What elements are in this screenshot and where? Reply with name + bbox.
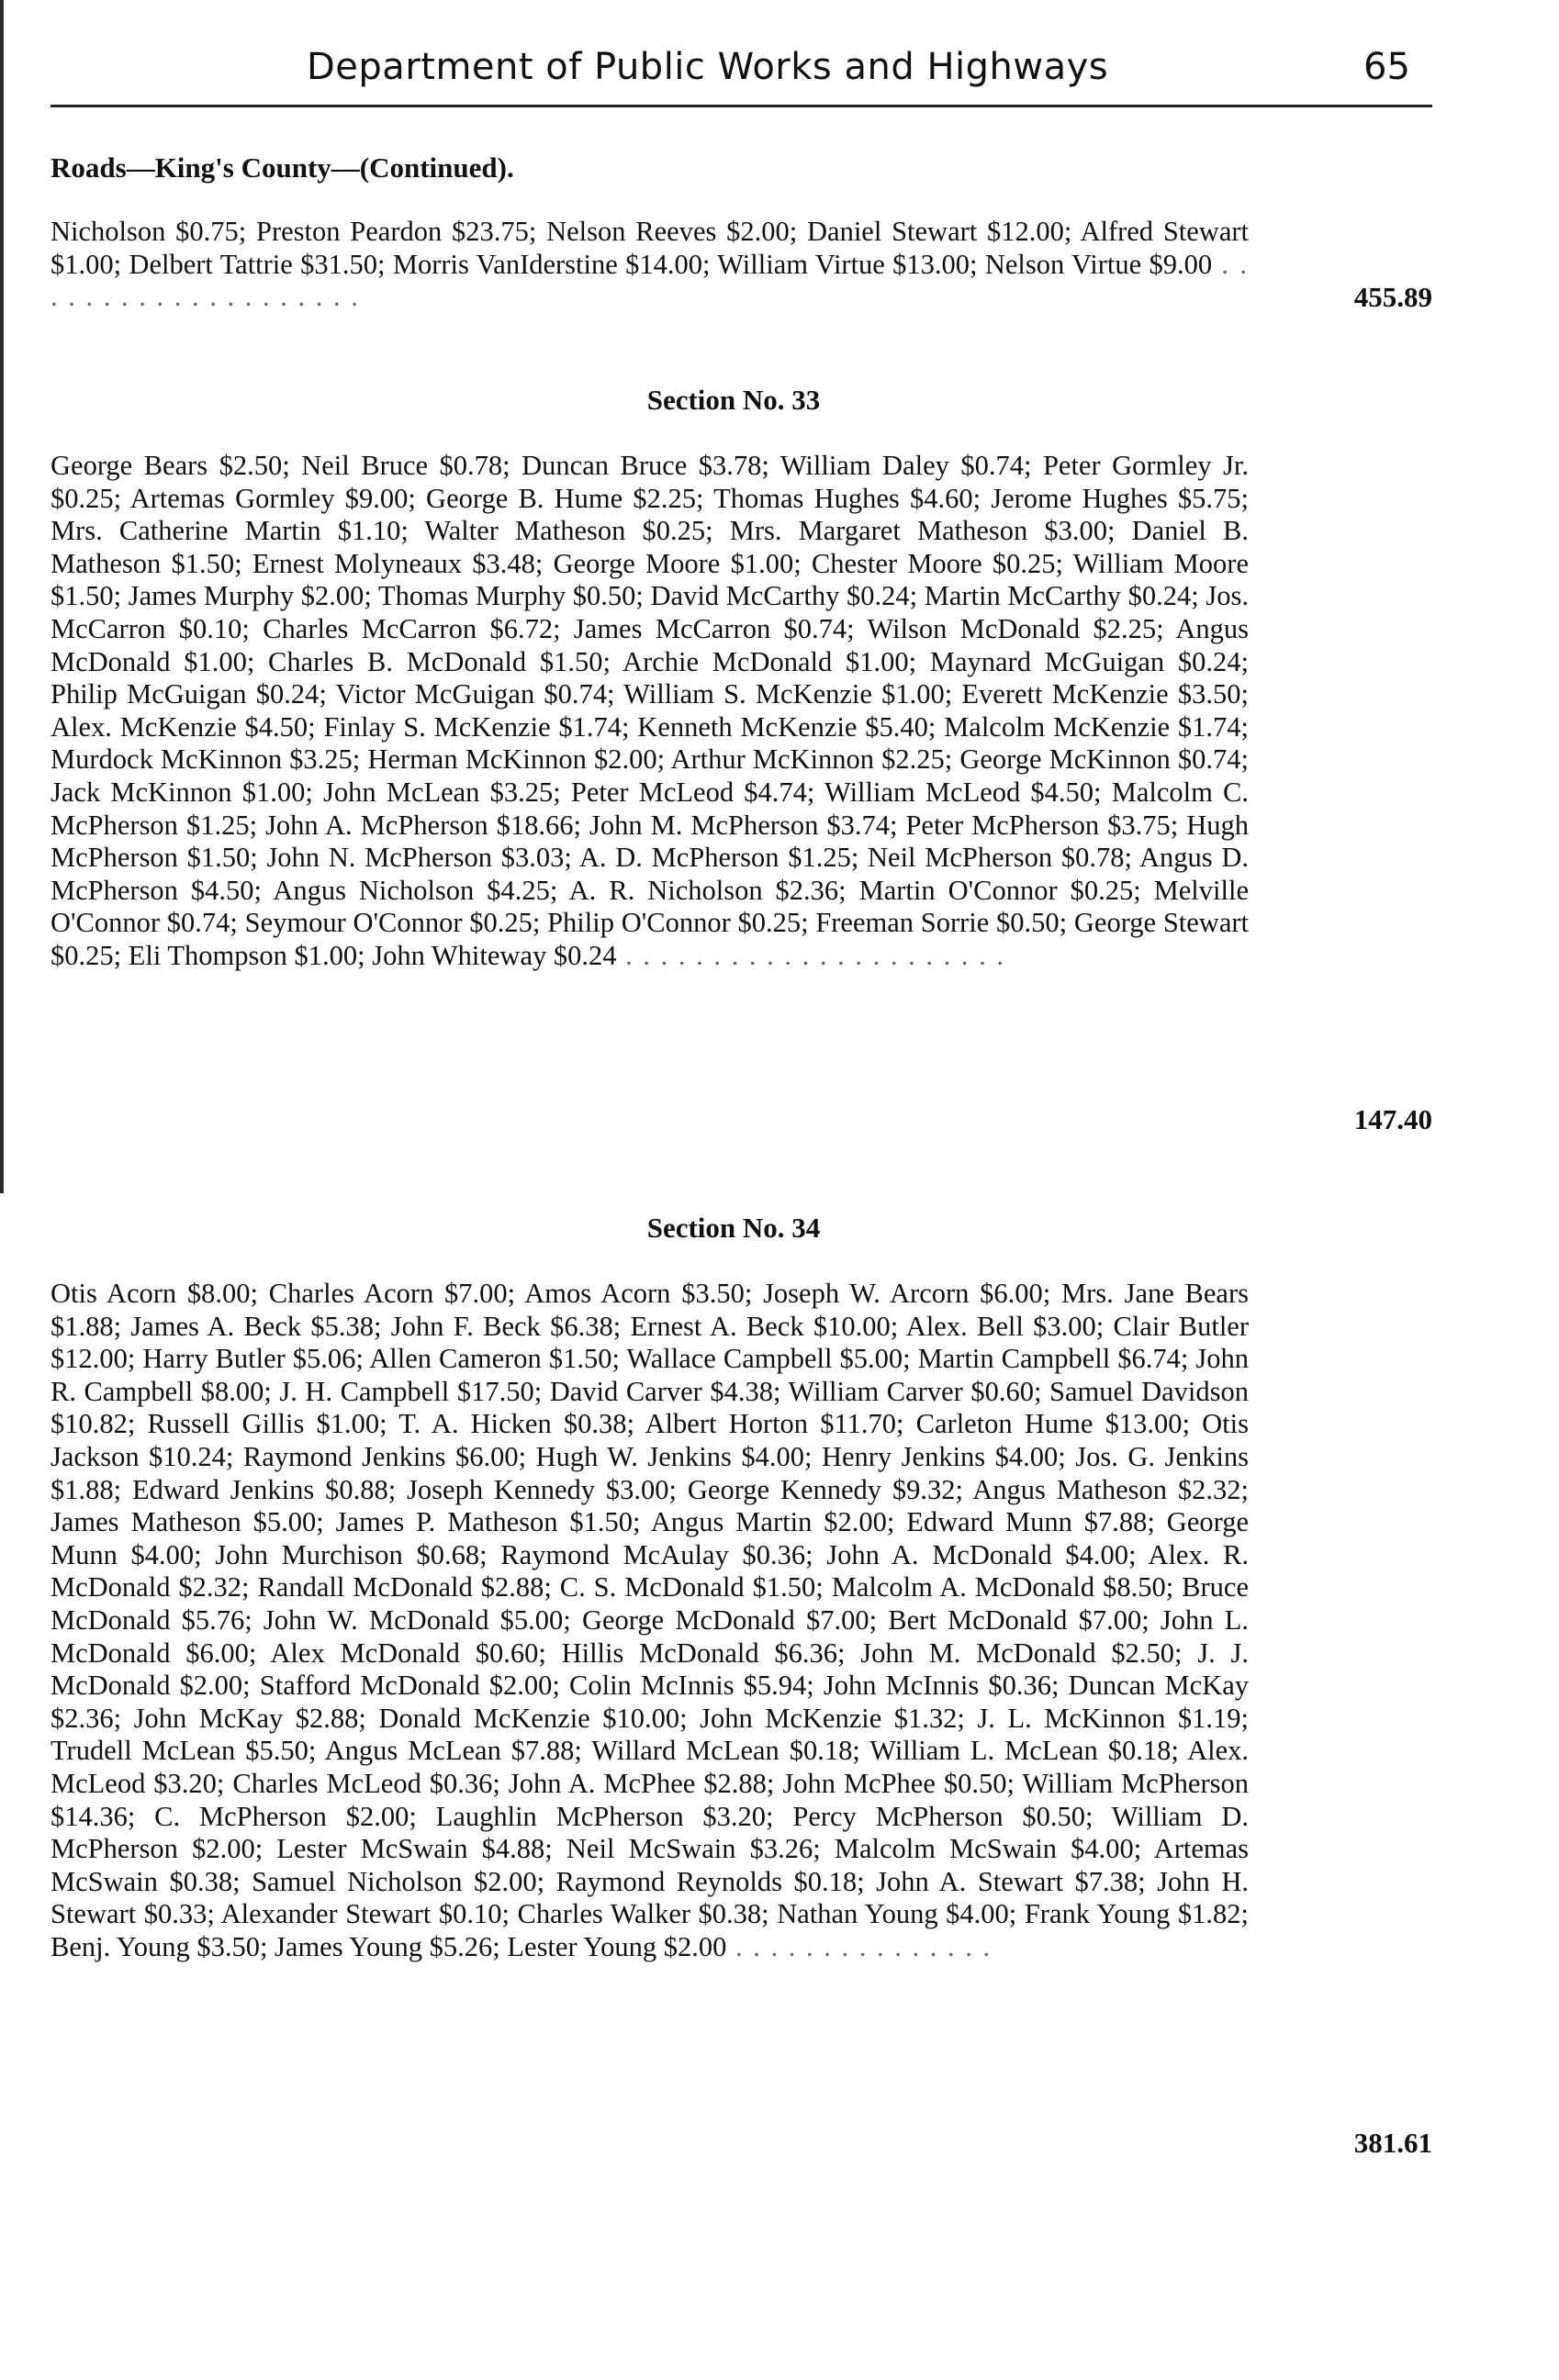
section-heading: Section No. 33 [646, 384, 821, 416]
entry-text: Nicholson $0.75; Preston Peardon $23.75; Nelson Reeves $2.00; Daniel Stewart $12.00; Alfred Stewart $1.00; Delbert Tattrie $31.50; Morris VanIderstine $14.00; William Virtue $13.00; Nelson Virtue $9.00 . . . . . . . . . . . . . . . . . . . . [50, 216, 1250, 313]
entry-text: George Bears $2.50; Neil Bruce $0.78; Duncan Bruce $3.78; William Daley $0.74; Peter Gormley Jr. $0.25; Artemas Gormley $9.00; George B. Hume $2.25; Thomas Hughes $4.60; Jerome Hughes $5.75; Mrs. Catherine Martin $1.10; Walter Matheson $0.25; Mrs. Margaret Matheson $3.00; Daniel B. Matheson $1.50; Ernest Molyneaux $3.48; George Moore $1.00; Chester Moore $0.25; William Moore $1.50; James Murphy $2.00; Thomas Murphy $0.50; David McCarthy $0.24; Martin McCarthy $0.24; Jos. McCarron $0.10; Charles McCarron $6.72; James McCarron $0.74; Wilson McDonald $2.25; Angus McDonald $1.00; Charles B. McDonald $1.50; Archie McDonald $1.00; Maynard McGuigan $0.24; Philip McGuigan $0.24; Victor McGuigan $0.74; William S. McKenzie $1.00; Everett McKenzie $3.50; Alex. McKenzie $4.50; Finlay S. McKenzie $1.74; Kenneth McKenzie $5.40; Malcolm McKenzie $1.74; Murdock McKinnon $3.25; Herman McKinnon $2.00; Arthur McKinnon $2.25; George McKinnon $0.74; Jack McKinnon $1.00; John McLean $3.25; Peter McLeod $4.74; William McLeod $4.50; Malcolm C. McPherson $1.25; John A. McPherson $18.66; John M. McPherson $3.74; Peter McPherson $3.75; Hugh McPherson $1.50; John N. McPherson $3.03; A. D. McPherson $1.25; Neil McPherson $0.78; Angus D. McPherson $4.50; Angus Nicholson $4.25; A. R. Nicholson $2.36; Martin O'Connor $0.25; Melville O'Connor $0.74; Seymour O'Connor $0.25; Philip O'Connor $0.25; Freeman Sorrie $0.50; George Stewart $0.25; Eli Thompson $1.00; John Whiteway $0.24 . . . . . . . . . . . . . . . . . . . . . . [50, 450, 1249, 971]
entry-total: 455.89 [1353, 281, 1432, 313]
entry-total: 381.61 [1353, 2127, 1432, 2159]
page-header [0, 46, 1559, 101]
continued-entry [50, 216, 1432, 314]
entry-total: 147.40 [1353, 1103, 1432, 1135]
section-34-entry [50, 1278, 1432, 2159]
header-rule [50, 105, 1432, 107]
section-heading: Section No. 34 [646, 1212, 821, 1244]
page-number: 65 [1363, 46, 1410, 88]
page-binding-edge [0, 0, 4, 1193]
page-title: Department of Public Works and Highways [307, 46, 1109, 88]
running-head: Roads—King's County—(Continued). [50, 151, 514, 184]
section-33-entry [50, 450, 1432, 1135]
entry-text: Otis Acorn $8.00; Charles Acorn $7.00; Amos Acorn $3.50; Joseph W. Arcorn $6.00; Mrs. Jane Bears $1.88; James A. Beck $5.38; John F. Beck $6.38; Ernest A. Beck $10.00; Alex. Bell $3.00; Clair Butler $12.00; Harry Butler $5.06; Allen Cameron $1.50; Wallace Campbell $5.00; Martin Campbell $6.74; John R. Campbell $8.00; J. H. Campbell $17.50; David Carver $4.38; William Carver $0.60; Samuel Davidson $10.82; Russell Gillis $1.00; T. A. Hicken $0.38; Albert Horton $11.70; Carleton Hume $13.00; Otis Jackson $10.24; Raymond Jenkins $6.00; Hugh W. Jenkins $4.00; Henry Jenkins $4.00; Jos. G. Jenkins $1.88; Edward Jenkins $0.88; Joseph Kennedy $3.00; George Kennedy $9.32; Angus Matheson $2.32; James Matheson $5.00; James P. Matheson $1.50; Angus Martin $2.00; Edward Munn $7.88; George Munn $4.00; John Murchison $0.68; Raymond McAulay $0.36; John A. McDonald $4.00; Alex. R. McDonald $2.32; Randall McDonald $2.88; C. S. McDonald $1.50; Malcolm A. McDonald $8.50; Bruce McDonald $5.76; John W. McDonald $5.00; George McDonald $7.00; Bert McDonald $7.00; John L. McDonald $6.00; Alex McDonald $0.60; Hillis McDonald $6.36; John M. McDonald $2.50; J. J. McDonald $2.00; Stafford McDonald $2.00; Colin McInnis $5.94; John McInnis $0.36; Duncan McKay $2.36; John McKay $2.88; Donald McKenzie $10.00; John McKenzie $1.32; J. L. McKinnon $1.19; Trudell McLean $5.50; Angus McLean $7.88; Willard McLean $0.18; William L. McLean $0.18; Alex. McLeod $3.20; Charles McLeod $0.36; John A. McPhee $2.88; John McPhee $0.50; William McPherson $14.36; C. McPherson $2.00; Laughlin McPherson $3.20; Percy McPherson $0.50; William D. McPherson $2.00; Lester McSwain $4.88; Neil McSwain $3.26; Malcolm McSwain $4.00; Artemas McSwain $0.38; Samuel Nicholson $2.00; Raymond Reynolds $0.18; John A. Stewart $7.38; John H. Stewart $0.33; Alexander Stewart $0.10; Charles Walker $0.38; Nathan Young $4.00; Frank Young $1.82; Benj. Young $3.50; James Young $5.26; Lester Young $2.00 . . . . . . . . . . . . . . . [50, 1278, 1249, 1962]
